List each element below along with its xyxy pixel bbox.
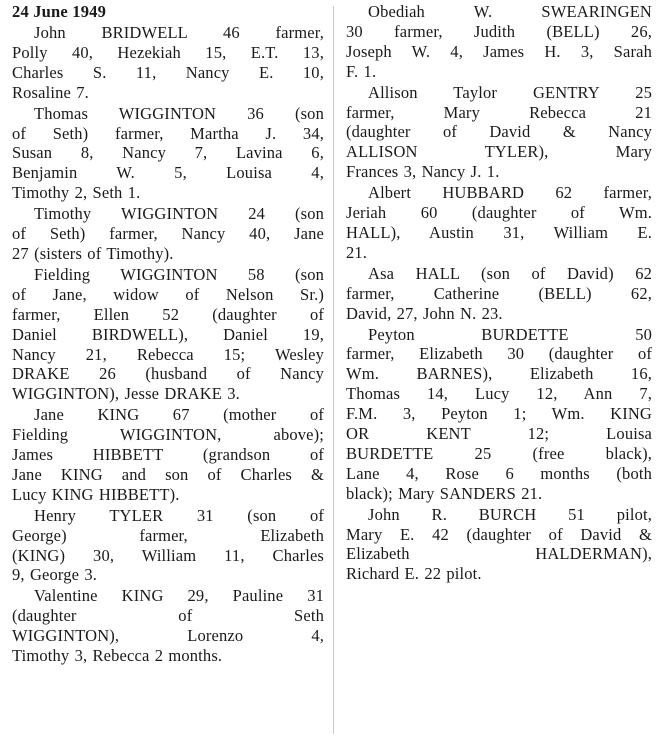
entry-line: Albert HUBBARD 62 farmer,: [368, 183, 652, 203]
household-entry: [12, 586, 324, 666]
entry-line: of Seth) farmer, Martha J. 34,: [12, 123, 324, 143]
left-column: [12, 2, 324, 667]
household-entry: [12, 265, 324, 404]
entry-line: (KING) 30, William 11, Charles: [12, 545, 324, 565]
entry-line: farmer, Ellen 52 (daughter of: [12, 304, 324, 324]
entry-line: Joseph W. 4, James H. 3, Sarah: [346, 41, 652, 61]
entry-line: Polly 40, Hezekiah 15, E.T. 13,: [12, 42, 324, 62]
household-entry: [12, 104, 324, 204]
entry-line: WIGGINTON), Lorenzo 4,: [12, 626, 324, 646]
entry-line: 21.: [346, 242, 368, 262]
entry-line: David, 27, John N. 23.: [346, 303, 503, 323]
entry-line: Peyton BURDETTE 50: [368, 324, 652, 344]
household-entry: [346, 183, 652, 263]
entry-line: F.M. 3, Peyton 1; Wm. KING: [346, 404, 652, 424]
entry-line: Jane KING 67 (mother of: [34, 405, 324, 425]
entry-line: Timothy 2, Seth 1.: [12, 183, 141, 203]
household-entry: [12, 405, 324, 505]
entry-line: Nancy 21, Rebecca 15; Wesley: [12, 344, 324, 364]
entry-line: 9, George 3.: [12, 565, 98, 585]
entry-line: OR KENT 12; Louisa: [346, 424, 652, 444]
entry-line: Thomas WIGGINTON 36 (son: [34, 103, 324, 123]
left-entries: [12, 23, 324, 666]
entry-line: Allison Taylor GENTRY 25: [368, 82, 652, 102]
entry-line: of Jane, widow of Nelson Sr.): [12, 284, 324, 304]
household-entry: [12, 23, 324, 103]
entry-line: George) farmer, Elizabeth: [12, 525, 324, 545]
entry-line: Benjamin W. 5, Louisa 4,: [12, 163, 324, 183]
entry-line: Jane KING and son of Charles &: [12, 464, 324, 484]
household-entry: [12, 506, 324, 586]
household-entry: [346, 264, 652, 324]
household-entry: [346, 325, 652, 504]
entry-line: farmer, Mary Rebecca 21: [346, 102, 652, 122]
entry-line: (daughter of David & Nancy: [346, 122, 652, 142]
entry-line: Timothy WIGGINTON 24 (son: [34, 204, 324, 224]
entry-line: Elizabeth HALDERMAN),: [346, 544, 652, 564]
entry-line: Susan 8, Nancy 7, Lavina 6,: [12, 143, 324, 163]
entry-line: WIGGINTON), Jesse DRAKE 3.: [12, 384, 240, 404]
entry-line: Rosaline 7.: [12, 82, 89, 102]
entry-line: Timothy 3, Rebecca 2 months.: [12, 646, 223, 666]
entry-line: farmer, Catherine (BELL) 62,: [346, 283, 652, 303]
entry-line: Valentine KING 29, Pauline 31: [34, 586, 324, 606]
household-entry: [346, 83, 652, 183]
entry-line: BURDETTE 25 (free black),: [346, 443, 652, 463]
entry-line: Asa HALL (son of David) 62: [368, 263, 652, 283]
entry-line: Frances 3, Nancy J. 1.: [346, 162, 500, 182]
entry-line: John BRIDWELL 46 farmer,: [34, 23, 324, 42]
entry-line: Richard E. 22 pilot.: [346, 564, 482, 584]
entry-line: (daughter of Seth: [12, 606, 324, 626]
entry-line: Lucy KING HIBBETT).: [12, 484, 180, 504]
right-column: [346, 2, 652, 585]
entry-line: Jeriah 60 (daughter of Wm.: [346, 203, 652, 223]
entry-line: Henry TYLER 31 (son of: [34, 505, 324, 525]
household-entry: [12, 204, 324, 264]
column-divider: [333, 6, 334, 734]
entry-line: Fielding WIGGINTON, above);: [12, 425, 324, 445]
entry-line: John R. BURCH 51 pilot,: [368, 504, 652, 524]
entry-line: Obediah W. SWEARINGEN: [368, 2, 652, 21]
entry-line: 30 farmer, Judith (BELL) 26,: [346, 21, 652, 41]
right-entries: [346, 2, 652, 584]
entry-line: F. 1.: [346, 61, 377, 81]
entry-line: ALLISON TYLER), Mary: [346, 142, 652, 162]
entry-line: Mary E. 42 (daughter of David &: [346, 524, 652, 544]
entry-line: Lane 4, Rose 6 months (both: [346, 463, 652, 483]
entry-line: Thomas 14, Lucy 12, Ann 7,: [346, 384, 652, 404]
entry-line: HALL), Austin 31, William E.: [346, 222, 652, 242]
household-entry: [346, 2, 652, 82]
entry-line: James HIBBETT (grandson of: [12, 445, 324, 465]
entry-line: Fielding WIGGINTON 58 (son: [34, 264, 324, 284]
entry-line: of Seth) farmer, Nancy 40, Jane: [12, 224, 324, 244]
date-heading: 24 June 1949: [12, 2, 107, 21]
entry-line: Wm. BARNES), Elizabeth 16,: [346, 364, 652, 384]
entry-line: black); Mary SANDERS 21.: [346, 483, 543, 503]
entry-line: 27 (sisters of Timothy).: [12, 243, 174, 263]
entry-line: Charles S. 11, Nancy E. 10,: [12, 62, 324, 82]
entry-line: Daniel BIRDWELL), Daniel 19,: [12, 324, 324, 344]
entry-line: DRAKE 26 (husband of Nancy: [12, 364, 324, 384]
entry-line: farmer, Elizabeth 30 (daughter of: [346, 344, 652, 364]
household-entry: [346, 505, 652, 585]
